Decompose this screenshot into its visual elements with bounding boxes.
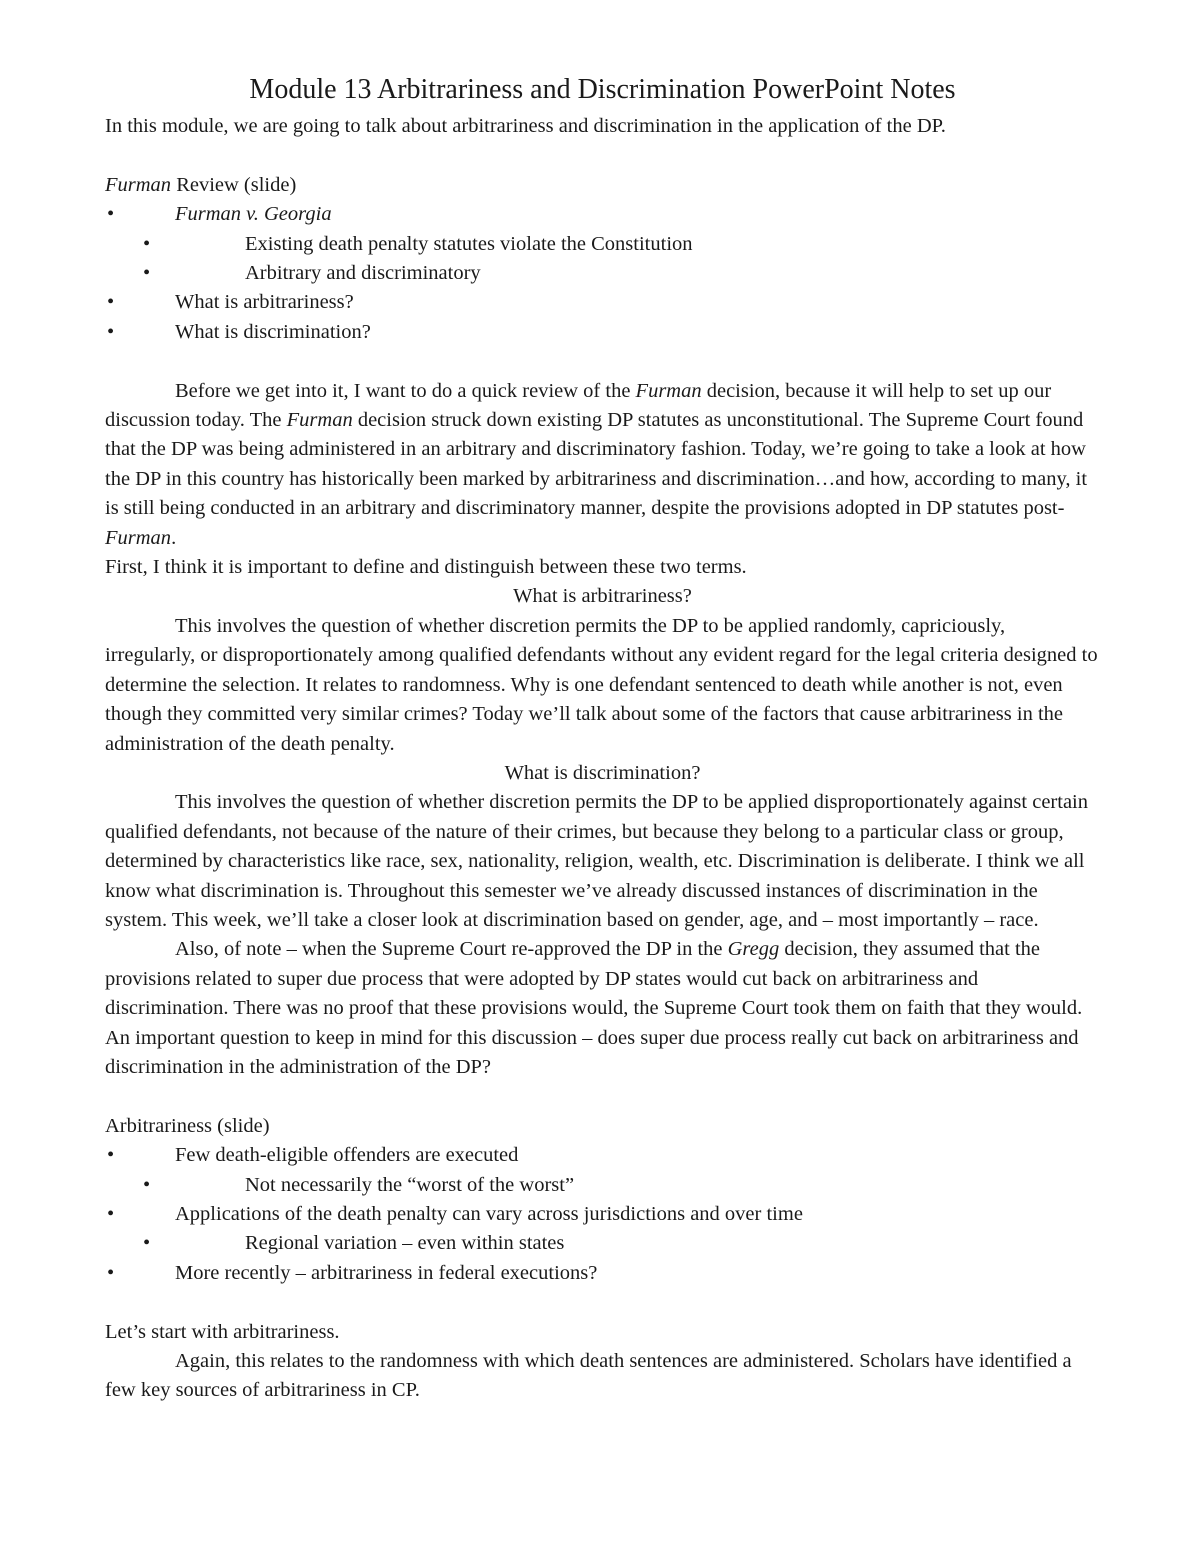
sub-bullet-item (105, 259, 1100, 288)
bullet-item (105, 1200, 1100, 1229)
spacer (105, 347, 1100, 376)
arbitrariness-slide-section (105, 1112, 1100, 1288)
sub-bullet-item (105, 1171, 1100, 1200)
furman-heading-rest: Review (slide) (171, 173, 297, 196)
bullet-dot-icon: • (143, 1173, 151, 1196)
bullet-item (105, 200, 1100, 229)
furman-slide-section (105, 171, 1100, 347)
bullet-text: What is discrimination? (175, 320, 371, 343)
bullet-item (105, 1259, 1100, 1288)
intro-line: In this module, we are going to talk about arbitrariness and discrimination in the application of the DP. (105, 115, 946, 137)
bullet-item (105, 1141, 1100, 1170)
define-line: First, I think it is important to define and distinguish between these two terms. (105, 556, 747, 579)
bullet-item (105, 288, 1100, 317)
bullet-dot-icon: • (143, 232, 151, 255)
bullet-dot-icon: • (107, 1202, 115, 1225)
gregg-paragraph (105, 935, 1100, 1082)
bullet-dot-icon: • (107, 1144, 115, 1167)
bullet-text: Existing death penalty statutes violate the Constitution (245, 232, 693, 255)
arbitrariness-paragraph: This involves the question of whether discretion permits the DP to be applied randomly, capriciously, irregularly, or disproportionately among qualified defendants without any evident regard for the legal criteria designed to determine the selection. It relates to randomness. Why is one defendant sentenced to death while another is not, even though they committed very similar crimes? Today we’ll talk about some of the factors that cause arbitrariness in the administration of the death penalty. (105, 614, 1098, 755)
furman-review-paragraph (105, 377, 1100, 553)
bullet-dot-icon: • (107, 320, 115, 343)
arbitrariness-slide-heading: Arbitrariness (slide) (105, 1114, 270, 1137)
furman-heading-italic: Furman (105, 173, 172, 196)
bullet-text: Regional variation – even within states (245, 1232, 565, 1255)
paragraph-text: decision struck down existing DP statutes as unconstitutional. The Supreme Court found that the DP was being administered in an arbitrary and discriminatory fashion. Today, we’re going to take a look at how the DP in this country has historically been marked by arbitrariness and discrimination…and how, according to many, it is still being conducted in an arbitrary and discriminatory manner, despite the provisions adopted in DP statutes post- (105, 409, 1088, 520)
bullet-text: Furman v. Georgia (175, 203, 332, 226)
bullet-dot-icon: • (143, 262, 151, 285)
discrimination-heading: What is discrimination? (504, 761, 701, 784)
sub-bullet-item (105, 1229, 1100, 1258)
paragraph-text: . (171, 526, 177, 549)
start-line: Let’s start with arbitrariness. (105, 1320, 340, 1343)
furman-slide-heading (105, 171, 1100, 200)
bullet-dot-icon: • (107, 203, 115, 226)
bullet-text: More recently – arbitrariness in federal executions? (175, 1261, 598, 1284)
bullet-text: Applications of the death penalty can vary across jurisdictions and over time (175, 1202, 803, 1225)
discrimination-paragraph: This involves the question of whether discretion permits the DP to be applied disproportionately against certain qualified defendants, not because of the nature of their crimes, but because they belong to a particular class or group, determined by characteristics like race, sex, nationality, religion, wealth, etc. Discrimination is deliberate. I think we all know what discrimination is. Throughout this semester we’ve already discussed instances of discrimination in the system. This week, we’ll take a closer look at discrimination based on gender, age, and – most importantly – race. (105, 791, 1088, 931)
spacer (105, 1288, 1100, 1317)
paragraph-text: decision, because it will help to set up our discussion today. The (105, 379, 1052, 432)
bullet-dot-icon: • (107, 291, 115, 314)
case-name: Furman (286, 409, 353, 432)
bullet-item (105, 318, 1100, 347)
again-paragraph: Again, this relates to the randomness with which death sentences are administered. Scholars have identified a few key sources of arbitrariness in CP. (105, 1350, 1072, 1402)
bullet-text: What is arbitrariness? (175, 291, 354, 314)
case-name: Gregg (727, 938, 780, 961)
bullet-text: Not necessarily the “worst of the worst” (245, 1173, 575, 1196)
spacer (105, 1082, 1100, 1111)
bullet-text: Arbitrary and discriminatory (245, 262, 481, 285)
bullet-dot-icon: • (107, 1261, 115, 1284)
case-name: Furman (105, 526, 172, 549)
bullet-text: Few death-eligible offenders are executed (175, 1144, 519, 1167)
spacer (105, 141, 1100, 170)
paragraph-text: decision, they assumed that the provisions related to super due process that were adopted by DP states would cut back on arbitrariness and discrimination. There was no proof that these provisions would, the Supreme Court took them on faith that they would. An important question to keep in mind for this discussion – does super due process really cut back on arbitrariness and discrimination in the administration of the DP? (105, 938, 1083, 1078)
case-name: Furman (635, 379, 702, 402)
sub-bullet-item (105, 230, 1100, 259)
bullet-dot-icon: • (143, 1232, 151, 1255)
paragraph-text: Before we get into it, I want to do a quick review of the (175, 379, 636, 402)
document-title: Module 13 Arbitrariness and Discrimination PowerPoint Notes (249, 74, 956, 105)
paragraph-text: Also, of note – when the Supreme Court re-approved the DP in the (175, 938, 728, 961)
arbitrariness-heading: What is arbitrariness? (513, 585, 692, 608)
